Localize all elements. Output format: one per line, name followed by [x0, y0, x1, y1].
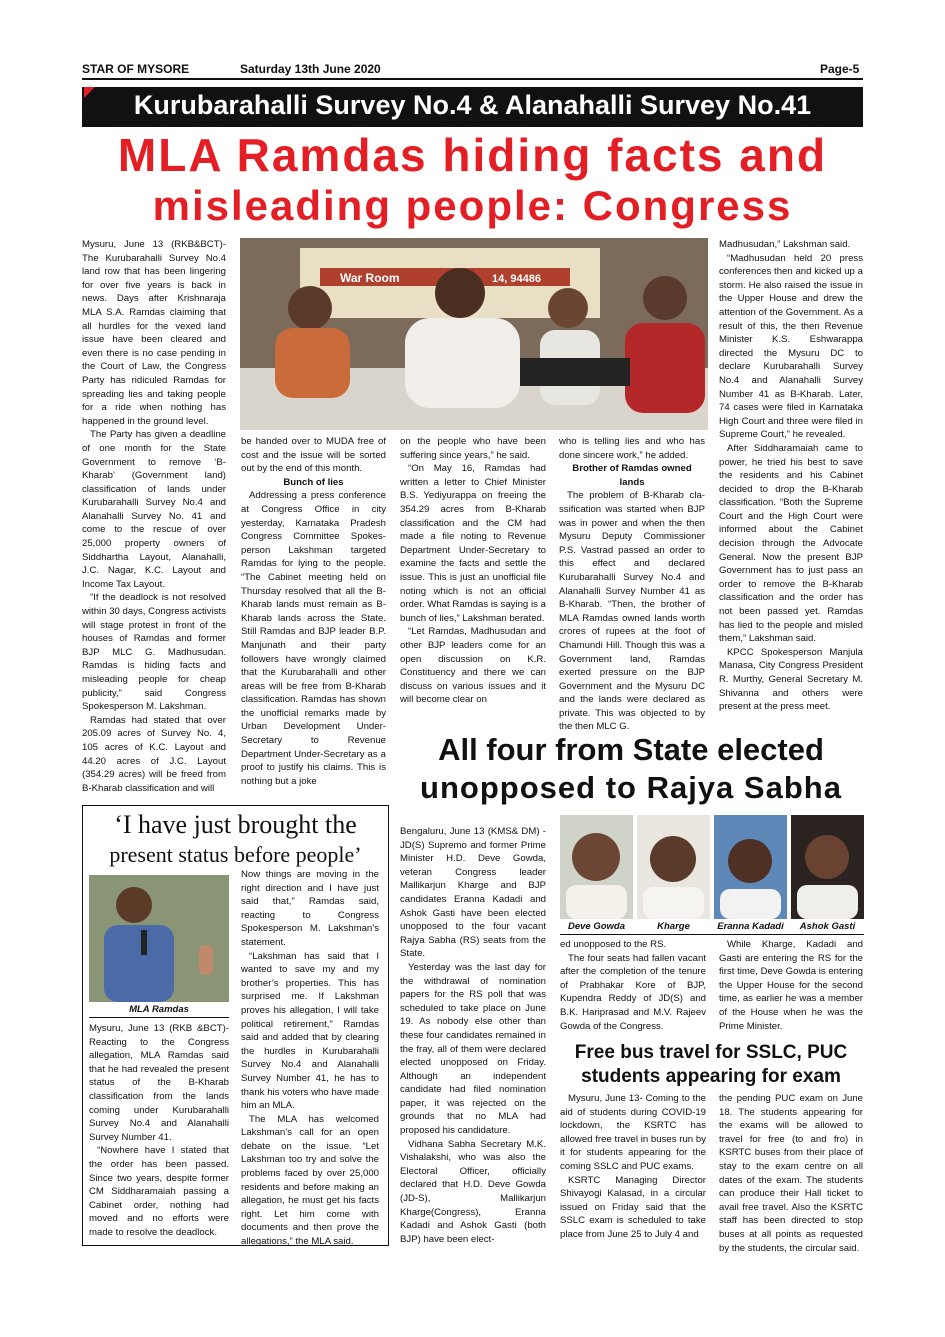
- caption-rule: [89, 1017, 229, 1018]
- paragraph: “Lakshman has said that I wanted to save my and my brother’s properties. This has surprised me. If Lakshman proves his allegation, I will take political retirement,” Ramdas said and added that by clearing the hurdles in Kurubarahalli Survey No.4 and Alanahalli Survey Number 41, he has to thank his voters who have made him an MLA.: [241, 950, 379, 1112]
- rajya-sabha-headline-line2: unopposed to Rajya Sabha: [420, 770, 842, 805]
- paragraph: After Siddharamaiah came to power, he tried his best to save the residents and his Cabinet decided to drop the B-Kharab classification. “Both the Supreme Court and the High Court were informed about the Cabinet decision through the Advocate General. Now the present BJP Government has to just pass an order to remove the B-Kharab classification and the order has not been passed yet. Ramdas has lied to the people and misled them,” Lakshman said.: [719, 442, 863, 645]
- eranna-kadadi-illustration: [714, 815, 787, 919]
- kicker-text: Kurubarahalli Survey No.4 & Alanahalli Survey No.41: [133, 90, 812, 120]
- bus-column-1: [560, 1092, 706, 1247]
- kharge-illustration: [637, 815, 710, 919]
- caption-eranna-kadadi: Eranna Kadadi: [717, 921, 784, 932]
- paragraph: Mysuru, June 13- Coming to the aid of students during COVID-19 lockdown, the KSRTC has allowed free travel in buses run by it for students appearing for the coming SSLC and PUC exams.: [560, 1093, 706, 1172]
- paragraph: The problem of B-Kharab cla-ssification was started when BJP was in power and when the then Mysuru Deputy Commissioner P.S. Vastrad passed an order to this effect and declared Kurubarahalli Survey No.4 and Alanahalli Survey Number 41 as B-Kharab. “Then, the brother of MLA Ramdas owned lands worth crores of rupees at the foot of Chamundi Hill. Though this was a Government land, Ramdas exerted pressure on the BJP Government and the Mysuru DC and the lands were declared as private. This was objected to by the then MLC G.: [559, 490, 705, 733]
- paragraph: Addressing a press conference at Congress Office in city yesterday, Karnataka Pradesh Congress Committee Spokes-person Lakshman targeted Ramdas for lying to the people. “The Cabinet meeting held on Thursday resolved that all the B-Kharab lands must remain as B-Kharab lands across the State. Still Ramdas and BJP leader B.P. Manjunath and their party followers have wrongly claimed that the Kurubarahalli and other areas will be free from B-Kharab classification. Ramdas has shown the unofficial remarks made by Urban Development Under-Secretary to Revenue Department Under-Secretary as a proof to justify his claims. This is nothing but a joke: [241, 490, 386, 787]
- paragraph: Madhusudan,” Lakshman said.: [719, 239, 851, 250]
- paragraph: ed unopposed to the RS.: [560, 939, 667, 950]
- paragraph: the pending PUC exam on June 18. The students appearing for the exams will be allowed to travel for free (to and fro) in KSRTC buses from their place of stay to the exam centre on all dates of the exam. The students can produce their Hall ticket to avail free travel. Also the KSRTC staff has been directed to stop buses at all points as requested by the students, the circular said.: [719, 1093, 863, 1254]
- banner-text: War Room: [340, 271, 400, 285]
- portrait-ashok-gasti: [791, 815, 864, 919]
- paragraph: “If the deadlock is not resolved within 30 days, Congress activists will stage protest in front of the houses of Ramdas and former BJP MLC G. Madhusudan. Ramdas is hiding facts and misleading people for cheap publicity,” said Congress Spokesperson M. Lakshman.: [82, 592, 226, 713]
- paragraph: “Nowhere have I stated that the order has been passed. Since two years, despite former CM Siddharamaiah passing a Cabinet order, nothing had moved and no efforts were made to resolve the deadlock.: [89, 1145, 229, 1238]
- paragraph: The Party has given a deadline of one month for the State Government to remove ‘B-Kharab’ (Government land) classification of lands under Kurubarahalli Survey No.4 and Alanahalli Survey No. 41 and come to the rescue of over 25,000 property owners of Siddhartha Layout, Alanahalli, J.C. Nagar, K.C. Layout and Income Tax Layout.: [82, 429, 226, 590]
- lead-column-3: [400, 435, 546, 735]
- lead-headline-line2: misleading people: Congress: [152, 182, 793, 229]
- subheading-brother-of-ramdas: Brother of Ramdas owned lands: [572, 463, 692, 488]
- paragraph: KPCC Spokesperson Manjula Manasa, City Congress President R. Murthy, General Secretary M. Shivanna and others were present at the press meet.: [719, 646, 863, 713]
- kicker-bar: [82, 87, 863, 127]
- paragraph: The four seats had fallen vacant after the completion of the tenure of Prabhakar Kore of BJP, Kupendra Reddy of JD(S) and B.K. Hariprasad and M.V. Rajeev Gowda of the Congress.: [560, 952, 706, 1032]
- banner-phone: 14, 94486: [492, 273, 541, 285]
- rajya-sabha-column-3: [719, 938, 863, 1038]
- lead-column-5: [719, 238, 863, 730]
- ashok-gasti-illustration: [791, 815, 864, 919]
- lead-headline-line1: MLA Ramdas hiding facts and: [117, 129, 828, 181]
- caption-deve-gowda: Deve Gowda: [567, 921, 626, 932]
- header-rule: [82, 78, 863, 80]
- ramdas-photo-caption: MLA Ramdas: [129, 1004, 189, 1015]
- paragraph: Yesterday was the last day for the withdrawal of nomination papers for the RS poll that was scheduled to take place on June 19. As nobody else other than these four candidates remained in the fray, all of them were declared elected unopposed on Friday. Although an independent candidate had filed nomination paper, it was rejected on the grounds that no MLA had proposed his candidature.: [400, 961, 546, 1137]
- portrait-kharge: [637, 815, 710, 919]
- paragraph: While Kharge, Kadadi and Gasti are entering the RS for the first time, Deve Gowda is entering the Upper House for the second time, as earlier he was a member of the House when he was the Prime Minister.: [719, 939, 863, 1032]
- paragraph: Vidhana Sabha Secretary M.K. Vishalakshi, who was also the Electoral Officer, officially declared that H.D. Deve Gowda (JD-S), Mallikarjun Kharge(Congress), Eranna Kadadi and Ashok Gasti (both BJP) have been elect-: [400, 1138, 546, 1245]
- paragraph: Mysuru, June 13 (RKB&BCT)- The Kurubarahalli Survey No.4 land row that has been lingering for over five years is back in news. Days after Krishnaraja MLA S.A. Ramdas claiming that all hurdles for the vexed land issue have been cleared and even there is no case pending in the Court of Law, the Congress Party has ridiculed Ramdas for spreading lies and taking people for a ride when nothing has happened in the ground level.: [82, 239, 226, 427]
- portrait-eranna-kadadi: [714, 815, 787, 919]
- paragraph: “On May 16, Ramdas had written a letter to Chief Minister B.S. Yediyurappa on freeing the 354.29 acres from B-Kharab classification and the CM had made a file noting to Revenue Department Under-Secretary to examine the facts and settle the issue. This is just an unofficial file noting which is not an official order. What Ramdas is saying is a bunch of lies,” Lakshman berated.: [400, 463, 546, 624]
- paragraph: “Let Ramdas, Madhusudan and other BJP leaders come for an open discussion on K.R. Constituency and there we can discuss on various issues and it will become clear on: [400, 626, 546, 706]
- ramdas-headline-line1: ‘I have just brought the: [114, 810, 357, 839]
- portraits-rule: [560, 934, 864, 935]
- rajya-sabha-column-2: [560, 938, 706, 1038]
- bus-headline-line1: Free bus travel for SSLC, PUC: [574, 1042, 848, 1063]
- press-conference-illustration: [240, 238, 708, 430]
- lead-column-2: [241, 435, 386, 795]
- paragraph: The MLA has welcomed Lakshman’s call for an open debate on the issue. “Let Lakshman too try and solve the problems faced by over 25,000 residents and before making an allegation, he must get his facts right. Let him come with documents and then prove the allegations,” the MLA said.: [241, 1113, 379, 1248]
- deve-gowda-illustration: [560, 815, 633, 919]
- ramdas-column-2: [241, 868, 379, 1248]
- paragraph: Ramdas had stated that over 205.09 acres of Survey No. 4, 105 acres of K.C. Layout and 44.20 acres of J.C. Layout (354.29 acres) will be freed from B-Kharab classification and will: [82, 714, 226, 794]
- bus-headline-line2: students appearing for exam: [581, 1066, 841, 1087]
- ramdas-headline-line2: present status before people’: [109, 842, 362, 867]
- page-number: Page-5: [820, 62, 860, 76]
- paragraph: Mysuru, June 13 (RKB &BCT)- Reacting to the Congress allegation, MLA Ramdas said that he had revealed the present status of the B-Kharab classification from the lands coming under Kurubarahalli Survey No.4 and Alanahalli Survey Number 41.: [89, 1023, 229, 1143]
- rajya-sabha-headline-line1: All four from State elected: [438, 732, 824, 767]
- caption-kharge: Kharge: [657, 921, 690, 932]
- caption-ashok-gasti: Ashok Gasti: [799, 921, 856, 932]
- paragraph: KSRTC Managing Director Shivayogi Kalasad, in a circular issued on Friday said that the SSLC exam is scheduled to take place from June 25 to July 4 and: [560, 1174, 706, 1240]
- paragraph: Bengaluru, June 13 (KMS& DM) - JD(S) Supremo and former Prime Minister H.D. Deve Gowda, veteran Congress leader Mallikarjun Kharge and BJP candidates Eranna Kadadi and Ashok Gasti have been elected unopposed to the four vacant Rajya Sabha (RS) seats from the State.: [400, 826, 546, 960]
- paper-name: STAR OF MYSORE: [82, 62, 190, 76]
- paragraph: be handed over to MUDA free of cost and the issue will be sorted out by the end of this month.: [241, 436, 386, 475]
- bus-column-2: [719, 1092, 863, 1254]
- paragraph: Now things are moving in the right direction and I have just said that,” Ramdas said, reacting to Congress Spokesperson M. Lakshman’s statement.: [241, 869, 379, 948]
- issue-date: Saturday 13th June 2020: [240, 62, 381, 76]
- paragraph: “Madhusudan held 20 press conferences then and kicked up a storm. He also raised the issue in the Upper House and drew the attention of the Government. As a result of this, the then Revenue Minister K.S. Eshwarappa directed the Mysuru DC to declare Kurubarahalli Survey No.4 and Alanahalli Survey Number 41 as B-Kharab. Later, 74 cases were filed in Karnataka High Court and three were filed in Supreme Court,” he revealed.: [719, 252, 863, 441]
- ramdas-illustration: [89, 875, 229, 1002]
- rajya-sabha-portraits: [560, 815, 864, 935]
- lead-column-4: [559, 435, 705, 735]
- portrait-deve-gowda: [560, 815, 633, 919]
- press-conference-photo: [240, 238, 708, 430]
- ramdas-photo: [89, 875, 229, 1002]
- paragraph: who is telling lies and who has done sincere work,” he added.: [559, 436, 705, 461]
- rajya-sabha-column-1: [400, 825, 546, 1245]
- subheading-bunch-of-lies: Bunch of lies: [283, 476, 344, 488]
- lead-column-1: [82, 238, 226, 798]
- ramdas-column-1: [89, 1022, 229, 1242]
- paragraph: on the people who have been suffering since years,” he said.: [400, 436, 546, 461]
